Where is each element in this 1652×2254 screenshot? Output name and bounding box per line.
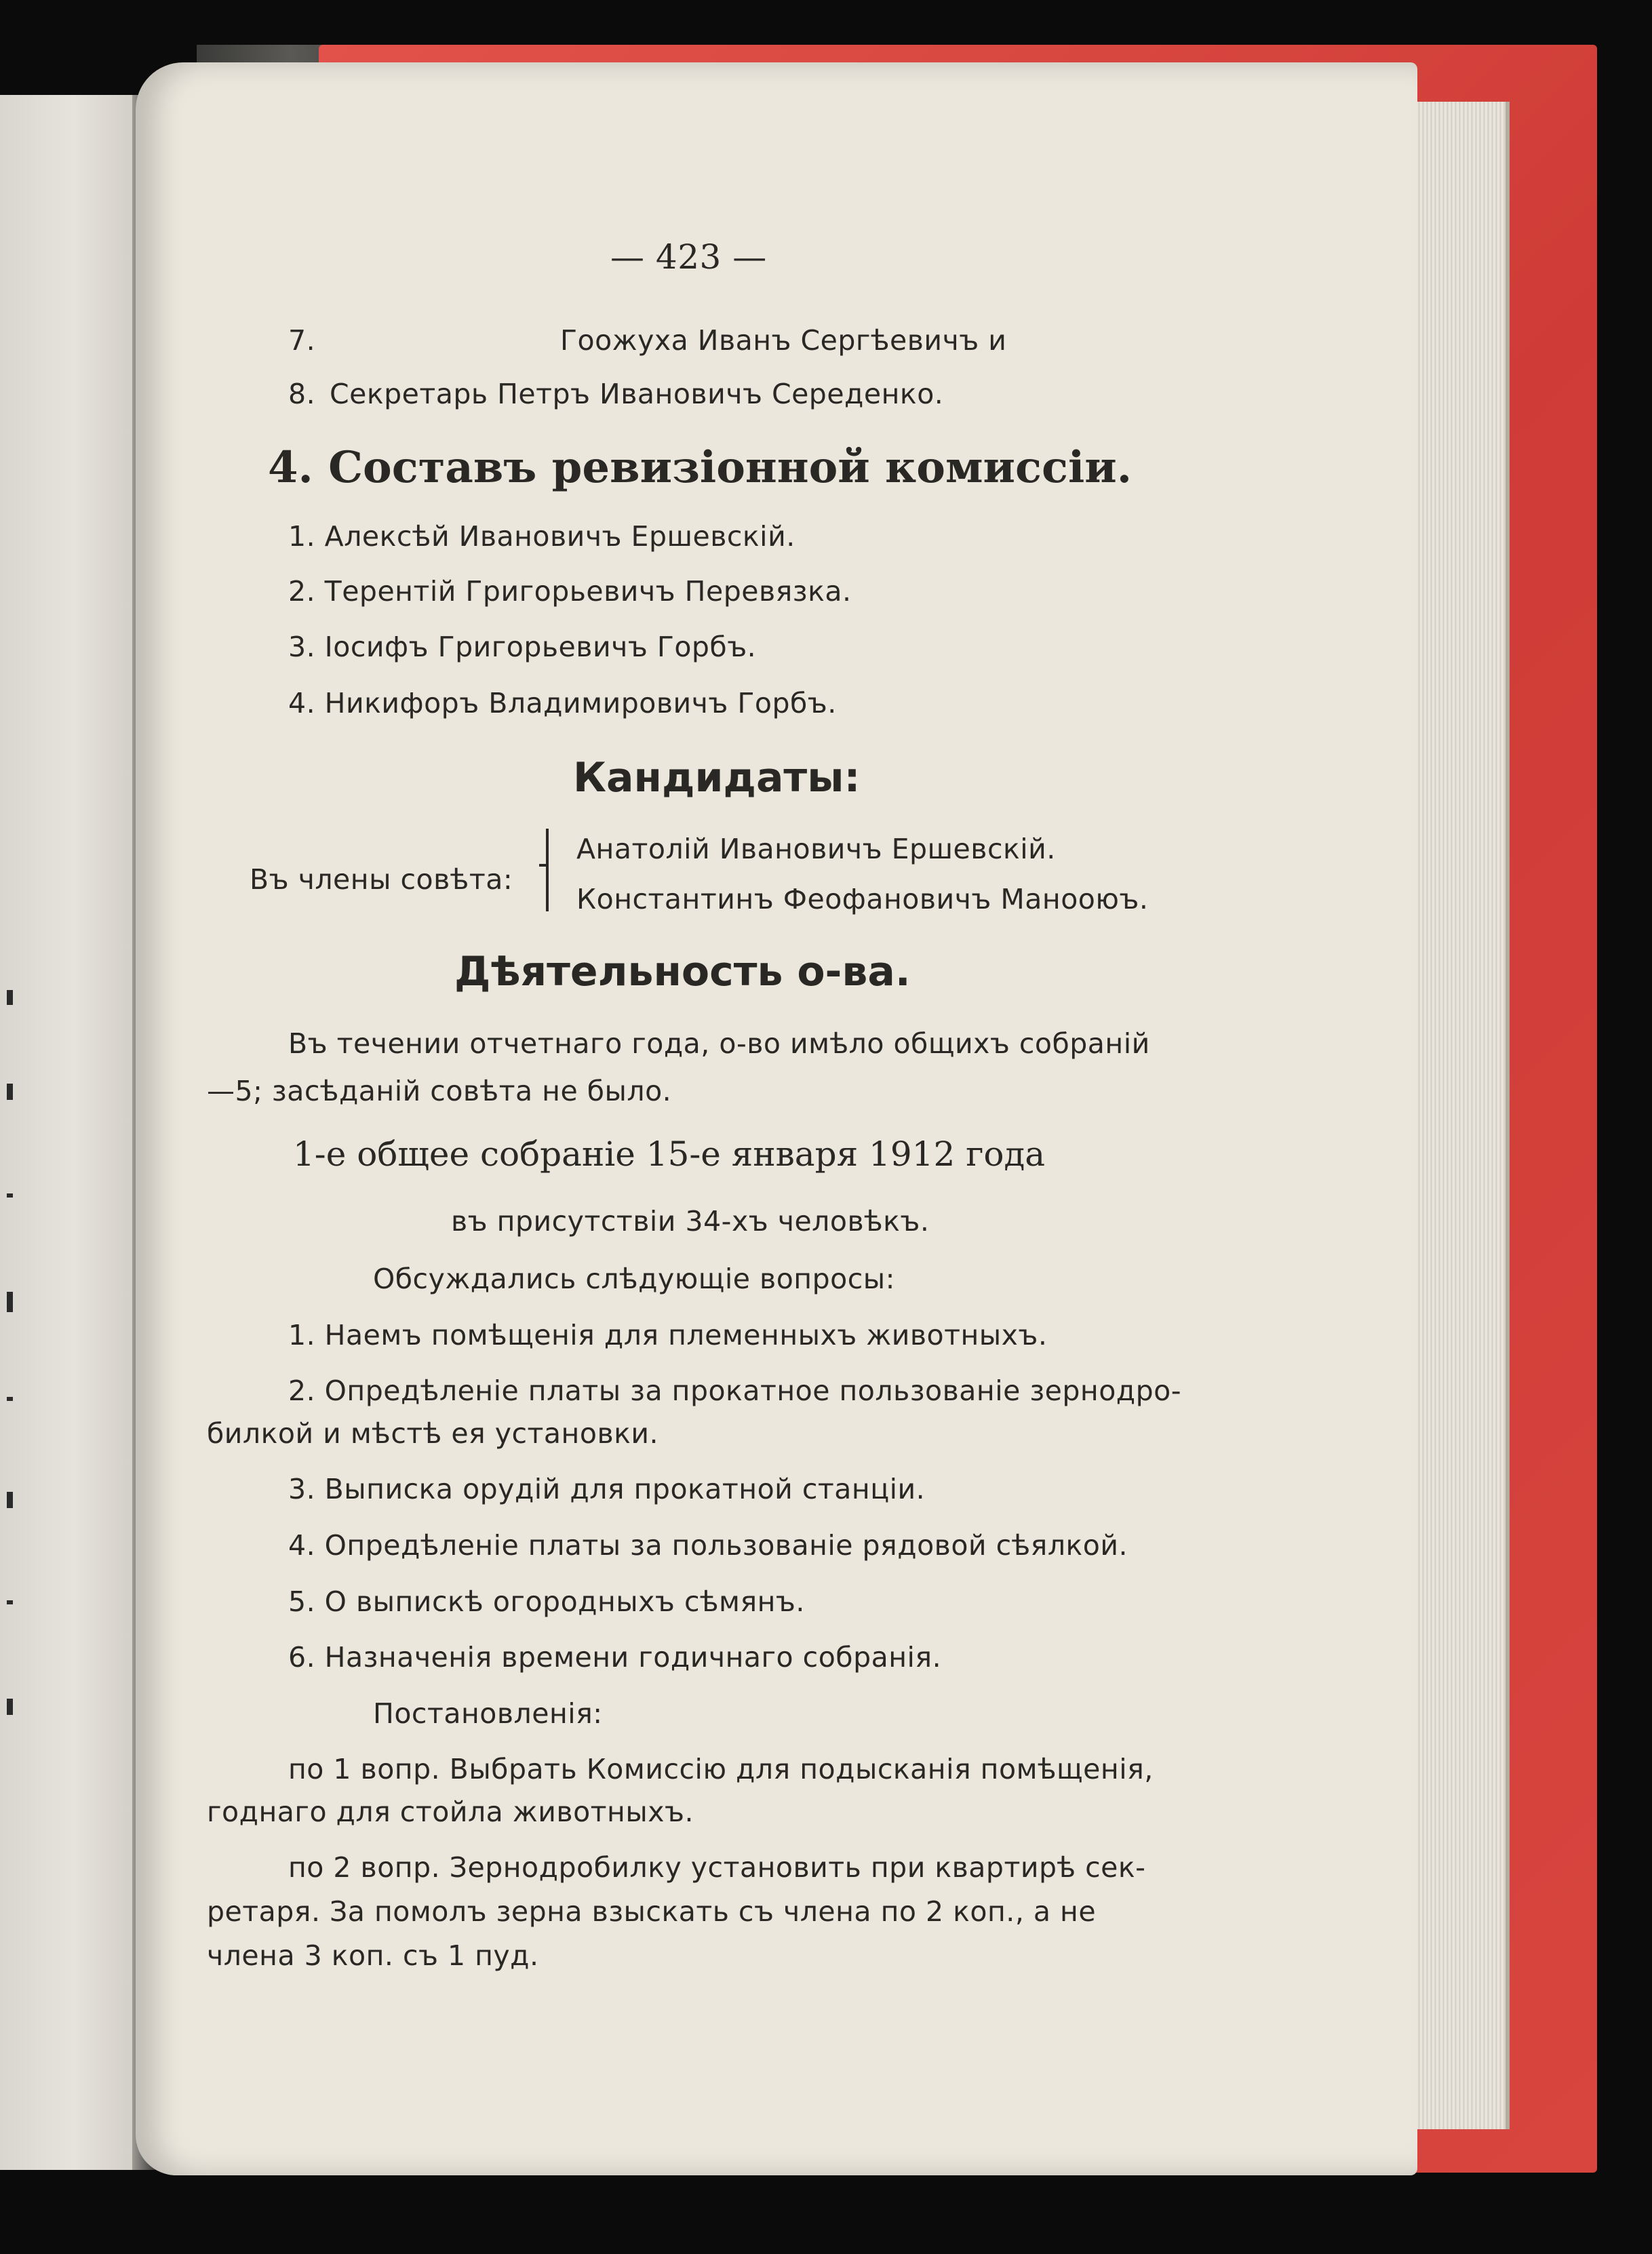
resolution-1-cont: годнаго для стойла животныхъ. [207, 1796, 694, 1828]
meeting-attendance: въ присутствiи 34-хъ человѣкъ. [451, 1205, 930, 1238]
candidates-label: Въ члены совѣта: [250, 863, 513, 896]
resolution-1: по 1 вопр. Выбрать Комиссiю для подысканiя помѣщенiя, [288, 1753, 1154, 1785]
page-edges [1404, 102, 1510, 2129]
candidate-1: Анатолiй Ивановичъ Ершевскiй. [576, 833, 1056, 865]
question-2: 2. Опредѣленiе платы за прокатное пользованiе зернодро- [288, 1375, 1182, 1407]
resolution-2-cont-1: ретаря. За помолъ зерна взыскать съ члена по 2 коп., а не [207, 1895, 1097, 1928]
question-3: 3. Выписка орудiй для прокатной станцiи. [288, 1473, 926, 1505]
activity-text-line-1 [288, 1027, 1200, 1060]
candidates-brace [546, 829, 558, 911]
activity-text-line-2: —5; засѣданiй совѣта не было. [207, 1075, 672, 1107]
revision-member-4: 4. Никифоръ Владимировичъ Горбъ. [288, 687, 837, 719]
revision-member-2: 2. Терентiй Григорьевичъ Перевязка. [288, 575, 852, 608]
revision-commission-heading: 4. Составъ ревизiонной комиссiи. [268, 442, 1132, 493]
left-facing-page [0, 95, 146, 2170]
candidate-2: Константинъ Феофановичъ Манооюъ. [576, 883, 1149, 915]
activity-text-1: Въ течении отчетнаго года, о-во имѣло общихъ собранiй [288, 1027, 1150, 1060]
meeting-heading: 1-е общее собранiе 15-е января 1912 года [293, 1134, 1046, 1174]
question-2-cont: билкой и мѣстѣ ея установки. [207, 1417, 659, 1450]
question-6: 6. Назначенiя времени годичнаго собранiя. [288, 1641, 942, 1674]
member-7-name: Гоожуха Иванъ Сергѣевичъ и [560, 324, 1007, 357]
resolution-2: по 2 вопр. Зернодробилку установить при квартирѣ сек- [288, 1851, 1146, 1884]
member-8-name: Секретарь Петръ Ивановичъ Середенко. [330, 378, 944, 410]
candidates-heading: Кандидаты: [573, 754, 861, 802]
revision-member-1: 1. Алексѣй Ивановичъ Ершевскiй. [288, 520, 795, 553]
questions-intro: Обсуждались слѣдующiе вопросы: [373, 1263, 895, 1295]
revision-member-3: 3. Iосифъ Григорьевичъ Горбъ. [288, 631, 757, 663]
question-5: 5. О выпискѣ огородныхъ сѣмянъ. [288, 1585, 805, 1618]
resolutions-intro: Постановленiя: [373, 1697, 603, 1730]
activity-heading: Дѣятельность о-ва. [454, 948, 911, 995]
member-7-number: 7. [288, 324, 316, 357]
question-1: 1. Наемъ помѣщенiя для племенныхъ животныхъ. [288, 1319, 1048, 1351]
resolution-2-cont-2: члена 3 коп. съ 1 пуд. [207, 1939, 539, 1972]
member-8-number: 8. [288, 378, 316, 410]
page-number: — 423 — [610, 237, 767, 277]
question-4: 4. Опредѣленiе платы за пользованiе рядовой сѣялкой. [288, 1529, 1128, 1562]
